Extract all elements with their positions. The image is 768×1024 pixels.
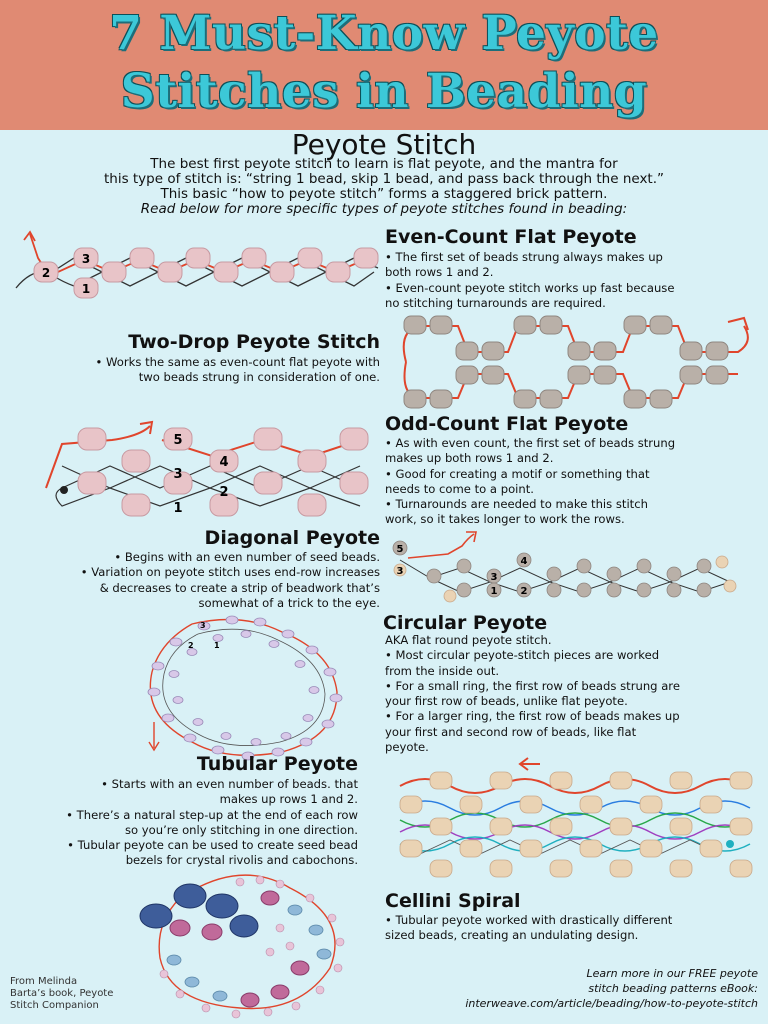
tubular-diagram — [400, 758, 760, 878]
bead-label: 3 — [200, 621, 206, 630]
bullet-text: • For a small ring, the first row of beads strung are — [385, 678, 680, 693]
bead-label: 3 — [81, 252, 91, 266]
bullet-text: • The first set of beads strung always makes up — [385, 250, 663, 264]
circular-text — [385, 633, 765, 755]
bead-label: 5 — [396, 544, 404, 555]
odd-count-heading: Odd-Count Flat Peyote — [385, 413, 629, 435]
diagonal-text — [0, 550, 380, 611]
peyote-stitch-heading: Peyote Stitch — [291, 128, 477, 161]
bullet-text: • Tubular peyote worked with drastically different — [385, 913, 673, 927]
bead-label: 4 — [219, 455, 229, 470]
two-drop-diagram — [398, 312, 758, 412]
bullet-text: • Even-count peyote stitch works up fast because — [385, 280, 675, 295]
two-drop-heading: Two-Drop Peyote Stitch — [128, 331, 380, 353]
cellini-diagram — [120, 868, 370, 1018]
bullet-text: • Good for creating a motif or something that — [385, 466, 650, 481]
credit-line: From Melinda — [10, 976, 78, 987]
bead-label: 3 — [490, 572, 498, 583]
bullet-text: bezels for crystal rivolis and cabochons. — [125, 853, 358, 868]
bullet-text: • Works the same as even-count flat peyote with — [95, 355, 380, 369]
tubular-heading: Tubular Peyote — [196, 753, 358, 775]
bullet-text: • Most circular peyote-stitch pieces are worked — [385, 648, 660, 663]
bullet-text: • Starts with an even number of beads. that — [101, 777, 358, 791]
circular-heading: Circular Peyote — [383, 612, 548, 634]
cellini-text — [385, 913, 765, 944]
bead-label: 3 — [396, 566, 404, 577]
bead-label: 4 — [520, 556, 528, 567]
intro-line: The best first peyote stitch to learn is flat peyote, and the mantra for — [150, 156, 618, 172]
bullet-text: • For a larger ring, the first row of beads makes up — [385, 709, 680, 724]
bead-label: 5 — [173, 433, 183, 448]
bullet-text: your first and second row of beads, like flat — [385, 724, 637, 739]
bead-label: 3 — [173, 467, 183, 482]
bullet-text: & decreases to create a strip of beadwork that’s — [99, 580, 380, 595]
bullet-text: work, so it takes longer to work the rows. — [385, 512, 625, 527]
bullet-text: • Begins with an even number of seed beads. — [114, 550, 380, 564]
intro-line: Read below for more specific types of peyote stitches found in beading: — [140, 201, 628, 217]
credit-line: Stitch Companion — [10, 1000, 99, 1011]
bullet-text: • There’s a natural step-up at the end of each row — [66, 807, 358, 822]
banner-title-line2: Stitches in Beading — [120, 64, 648, 119]
bullet-text: makes up both rows 1 and 2. — [385, 451, 554, 466]
bullet-text: both rows 1 and 2. — [385, 265, 494, 280]
intro-line: This basic “how to peyote stitch” forms a staggered brick pattern. — [160, 186, 608, 202]
even-count-heading: Even-Count Flat Peyote — [385, 226, 637, 248]
bullet-text: • Variation on peyote stitch uses end-row increases — [80, 565, 380, 580]
bullet-text: makes up rows 1 and 2. — [219, 792, 358, 807]
diagonal-diagram — [390, 530, 740, 610]
learn-line: stitch beading patterns eBook: — [588, 982, 758, 995]
bullet-text: • Tubular peyote can be used to create seed bead — [67, 838, 358, 853]
banner-title-line1: 7 Must-Know Peyote — [109, 6, 659, 61]
bullet-text: needs to come to a point. — [385, 481, 534, 496]
two-drop-text — [10, 355, 380, 386]
bullet-text: from the inside out. — [385, 663, 500, 678]
bead-label: 1 — [490, 586, 498, 597]
tubular-text — [0, 777, 358, 869]
bullet-text: somewhat of a trick to the eye. — [198, 595, 380, 610]
credit-line: Barta’s book, Peyote — [10, 988, 114, 999]
odd-count-text — [385, 436, 765, 528]
ebook-link[interactable]: interweave.com/article/beading/how-to-peyote-stitch — [465, 997, 758, 1010]
bullet-text: AKA flat round peyote stitch. — [385, 633, 552, 647]
bullet-text: so you’re only stitching in one direction. — [124, 822, 358, 837]
bullet-text: two beads strung in consideration of one. — [138, 370, 380, 385]
bead-label: 1 — [81, 282, 91, 296]
bead-label: 1 — [173, 501, 183, 516]
circular-diagram — [132, 612, 362, 762]
bead-label: 2 — [41, 266, 51, 280]
bullet-text: peyote. — [385, 740, 429, 755]
odd-count-diagram — [40, 416, 380, 516]
bullet-text: sized beads, creating an undulating design. — [385, 928, 639, 943]
cellini-heading: Cellini Spiral — [385, 890, 521, 912]
intro-line: this type of stitch is: “string 1 bead, skip 1 bead, and pass back through the next.” — [103, 171, 665, 187]
bead-label: 1 — [214, 641, 220, 650]
bullet-text: • As with even count, the first set of beads strung — [385, 436, 676, 450]
book-credit — [10, 976, 113, 1012]
learn-line: Learn more in our FREE peyote — [586, 967, 758, 980]
diagonal-heading: Diagonal Peyote — [204, 527, 380, 549]
even-count-diagram — [12, 228, 382, 308]
learn-more-note — [465, 966, 758, 1011]
bead-label: 2 — [219, 485, 229, 500]
bullet-text: no stitching turnarounds are required. — [385, 295, 606, 310]
bullet-text: • Turnarounds are needed to make this stitch — [385, 497, 648, 512]
title-banner — [0, 0, 768, 130]
bead-label: 2 — [520, 586, 528, 597]
even-count-text — [385, 250, 765, 311]
bullet-text: your first row of beads, unlike flat peyote. — [385, 694, 628, 709]
bead-label: 2 — [188, 641, 194, 650]
